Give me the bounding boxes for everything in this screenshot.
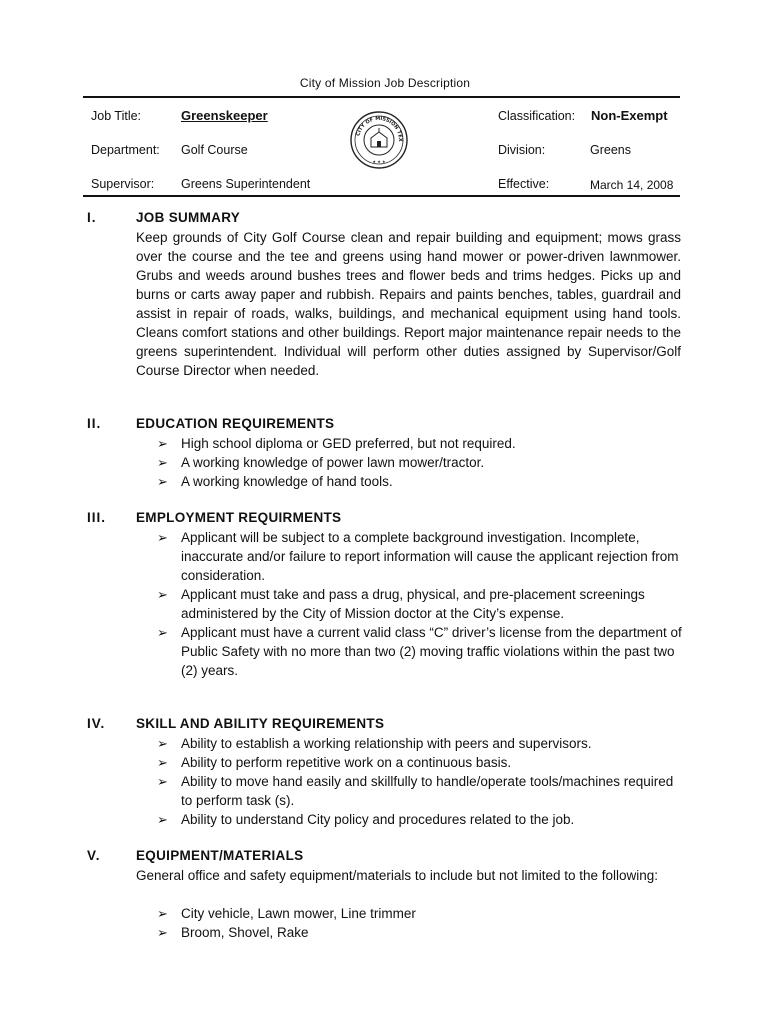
- bullet-arrow-icon: ➢: [157, 906, 168, 921]
- section-2-bullet-list: [157, 434, 682, 491]
- list-item: ➢ A working knowledge of power lawn mower/tractor.: [157, 455, 485, 470]
- bullet-arrow-icon: ➢: [157, 587, 168, 602]
- effective-value: March 14, 2008: [590, 178, 674, 192]
- section-5-title: EQUIPMENT/MATERIALS: [136, 848, 304, 863]
- department-value: Golf Course: [181, 143, 248, 157]
- list-item: ➢ Ability to establish a working relationship with peers and supervisors.: [157, 736, 592, 751]
- section-4-bullet-list: [157, 734, 682, 829]
- section-5-number: V.: [87, 848, 101, 863]
- bullet-arrow-icon: ➢: [157, 474, 168, 489]
- section-3-title: EMPLOYMENT REQUIRMENTS: [136, 510, 342, 525]
- list-item: ➢ High school diploma or GED preferred, but not required.: [157, 436, 516, 451]
- section-3-number: III.: [87, 510, 107, 525]
- bullet-arrow-icon: ➢: [157, 455, 168, 470]
- header-top-rule: [83, 96, 680, 98]
- city-seal-icon: [349, 110, 409, 170]
- list-item: ➢ Ability to understand City policy and procedures related to the job.: [157, 812, 575, 827]
- list-item: ➢ Applicant must take and pass a drug, physical, and pre-placement screenings administered by the City of Mission doctor at the City’s expense.: [157, 587, 645, 621]
- classification-label: Classification:: [498, 109, 576, 123]
- list-item: ➢ Ability to perform repetitive work on a continuous basis.: [157, 755, 512, 770]
- effective-label: Effective:: [498, 177, 550, 191]
- list-item: ➢ Ability to move hand easily and skillfully to handle/operate tools/machines required to perform task (s).: [157, 774, 674, 808]
- department-label: Department:: [91, 143, 160, 157]
- bullet-arrow-icon: ➢: [157, 625, 168, 640]
- section-1-paragraph: Keep grounds of City Golf Course clean and repair building and equipment; mows grass over the course and the tee and greens using hand mower or power-driven lawnmower. Grubs and weeds around bushes trees and flower beds and trims hedges. Picks up and burns or carts away paper and rubbish. Repairs and paints benches, tables, guardrail and assist in repair of roads, walks, buildings, and mechanical equipment using hand tools. Cleans comfort stations and other buildings. Report major maintenance repair needs to the greens superintendent. Individual will perform other duties assigned by Supervisor/Golf Course Director when needed.: [136, 230, 681, 378]
- svg-text:CITY OF MISSION TEXAS: [349, 110, 403, 142]
- bullet-arrow-icon: ➢: [157, 755, 168, 770]
- document-header: City of Mission Job Description: [299, 76, 471, 90]
- section-4-title: SKILL AND ABILITY REQUIREMENTS: [136, 716, 385, 731]
- section-2-title: EDUCATION REQUIREMENTS: [136, 416, 335, 431]
- supervisor-value: Greens Superintendent: [181, 177, 311, 191]
- section-3-bullet-list: [157, 528, 682, 680]
- list-item: ➢ Applicant will be subject to a complete background investigation. Incomplete, inaccurate and/or failure to report information will cause the applicant rejection from consideration.: [157, 530, 679, 583]
- division-value: Greens: [590, 143, 631, 157]
- section-2-number: II.: [87, 416, 102, 431]
- seal-text: CITY OF MISSION TEX: [355, 115, 404, 142]
- list-item: ➢ Applicant must have a current valid class “C” driver’s license from the department of Public Safety with no more than two (2) moving traffic violations within the past two (2) years.: [157, 625, 682, 678]
- bullet-arrow-icon: ➢: [157, 530, 168, 545]
- section-1-title: JOB SUMMARY: [136, 210, 241, 225]
- division-label: Division:: [498, 143, 546, 157]
- bullet-arrow-icon: ➢: [157, 774, 168, 789]
- bullet-arrow-icon: ➢: [157, 812, 168, 827]
- bullet-arrow-icon: ➢: [157, 925, 168, 940]
- job-title-value: Greenskeeper: [181, 108, 268, 123]
- list-item: ➢ A working knowledge of hand tools.: [157, 474, 393, 489]
- section-1-number: I.: [87, 210, 97, 225]
- list-item: ➢ Broom, Shovel, Rake: [157, 925, 309, 940]
- svg-text:★ ★ ★: ★ ★ ★: [372, 159, 386, 164]
- list-item: ➢ City vehicle, Lawn mower, Line trimmer: [157, 906, 416, 921]
- bullet-arrow-icon: ➢: [157, 736, 168, 751]
- section-4-number: IV.: [87, 716, 106, 731]
- classification-value: Non-Exempt: [591, 108, 668, 123]
- supervisor-label: Supervisor:: [91, 177, 155, 191]
- section-5-bullet-list: [157, 904, 682, 942]
- header-bottom-rule: [83, 195, 680, 197]
- job-title-label: Job Title:: [91, 109, 142, 123]
- section-5-paragraph: General office and safety equipment/materials to include but not limited to the following:: [136, 868, 659, 883]
- bullet-arrow-icon: ➢: [157, 436, 168, 451]
